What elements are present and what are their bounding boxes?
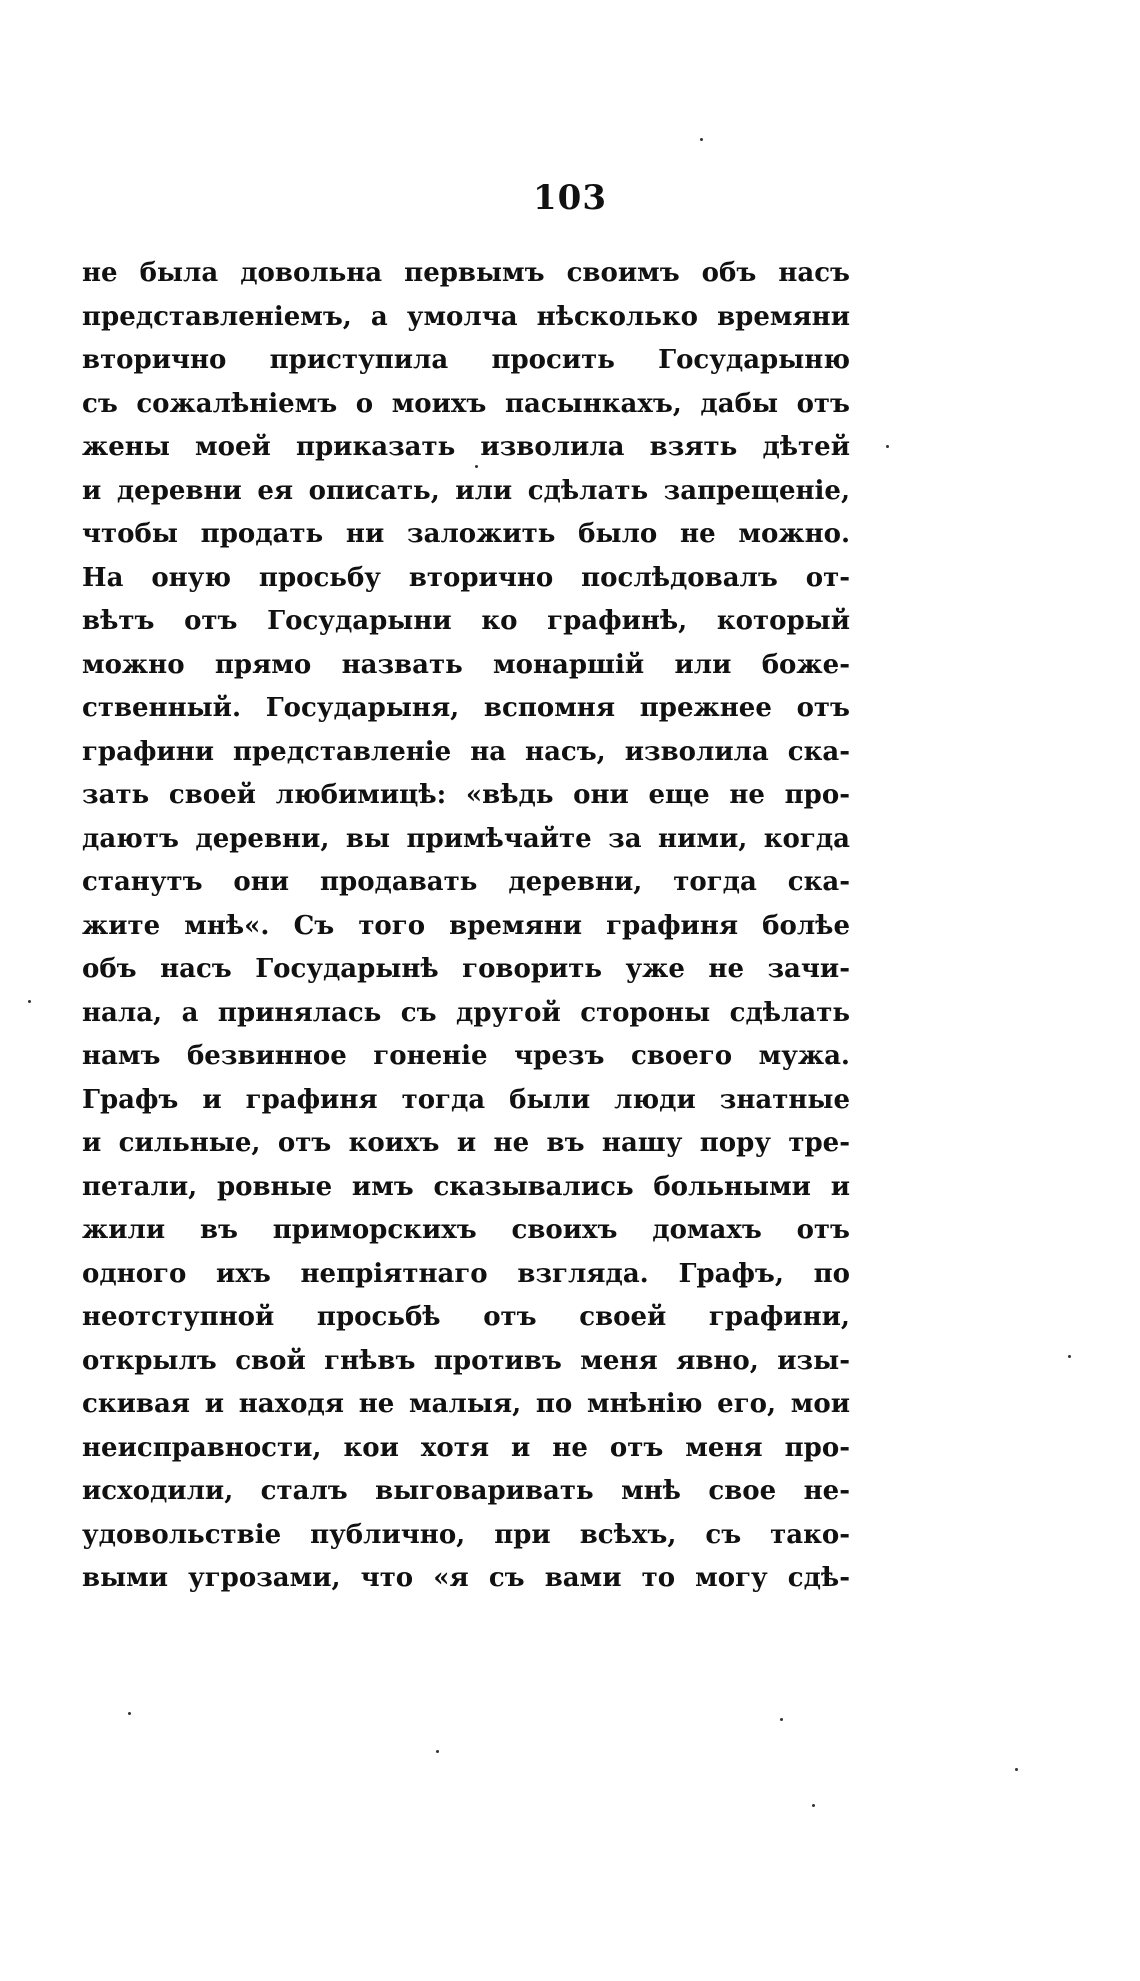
scan-speck [128,1712,131,1715]
scan-speck [1015,1768,1018,1771]
text-line: ственный. Государыня, вспомня прежнее отъ [82,693,850,723]
text-line: вѣтъ отъ Государыни ко графинѣ, который [82,606,850,636]
text-line: жены моей приказать изволила взять дѣтей [82,432,850,462]
text-line: скивая и находя не малыя, по мнѣнію его, мои [82,1389,850,1419]
text-line: станутъ они продавать деревни, тогда ска- [82,867,850,897]
text-line: даютъ деревни, вы примѣчайте за ними, когда [82,823,850,854]
text-line: жите мнѣ«. Съ того времяни графиня болѣе [82,910,850,941]
scan-speck [475,465,478,468]
text-line: одного ихъ непріятнаго взгляда. Графъ, по [82,1258,850,1289]
text-line: вторично приступила просить Государыню [82,345,850,375]
text-line: На оную просьбу вторично послѣдовалъ от- [82,562,850,593]
text-line: зать своей любимицѣ: «вѣдь они еще не про- [82,780,850,810]
text-line: представленіемъ, а умолча нѣсколько времяни [82,301,850,332]
text-line: удовольствіе публично, при всѣхъ, съ тако- [82,1519,850,1550]
text-line: жили въ приморскихъ своихъ домахъ отъ [82,1215,850,1245]
scan-speck [812,1804,815,1807]
text-line: чтобы продать ни заложить было не можно. [82,519,850,549]
text-line: графини представленіе на насъ, изволила ска- [82,736,850,767]
body-text [82,252,850,1601]
text-line: и сильные, отъ коихъ и не въ нашу пору тре- [82,1128,850,1158]
text-line: петали, ровные имъ сказывались больными и [82,1171,850,1202]
text-line: съ сожалѣніемъ о моихъ пасынкахъ, дабы отъ [82,388,850,419]
text-line: нала, а принялась съ другой стороны сдѣлать [82,997,850,1028]
scan-speck [886,445,889,448]
text-line: не была довольна первымъ своимъ объ насъ [82,258,850,288]
page-number: 103 [533,178,607,218]
text-line: намъ безвинное гоненіе чрезъ своего мужа. [82,1041,850,1071]
text-line: объ насъ Государынѣ говорить уже не зачи- [82,954,850,984]
text-line: неисправности, кои хотя и не отъ меня про- [82,1432,850,1463]
text-line: неотступной просьбѣ отъ своей графини, [82,1302,850,1332]
scan-speck [1068,1355,1071,1358]
text-line: выми угрозами, что «я съ вами то могу сдѣ- [82,1563,850,1593]
text-line: открылъ свой гнѣвъ противъ меня явно, изы- [82,1345,850,1376]
text-line: и деревни ея описать, или сдѣлать запрещеніе, [82,475,850,506]
scan-speck [780,1718,783,1721]
scan-speck [700,138,703,141]
scan-speck [28,1000,31,1003]
text-line: исходили, сталъ выговаривать мнѣ свое не- [82,1476,850,1506]
text-line: Графъ и графиня тогда были люди знатные [82,1084,850,1115]
text-line: можно прямо назвать монаршій или боже- [82,649,850,680]
scan-speck [436,1750,439,1753]
